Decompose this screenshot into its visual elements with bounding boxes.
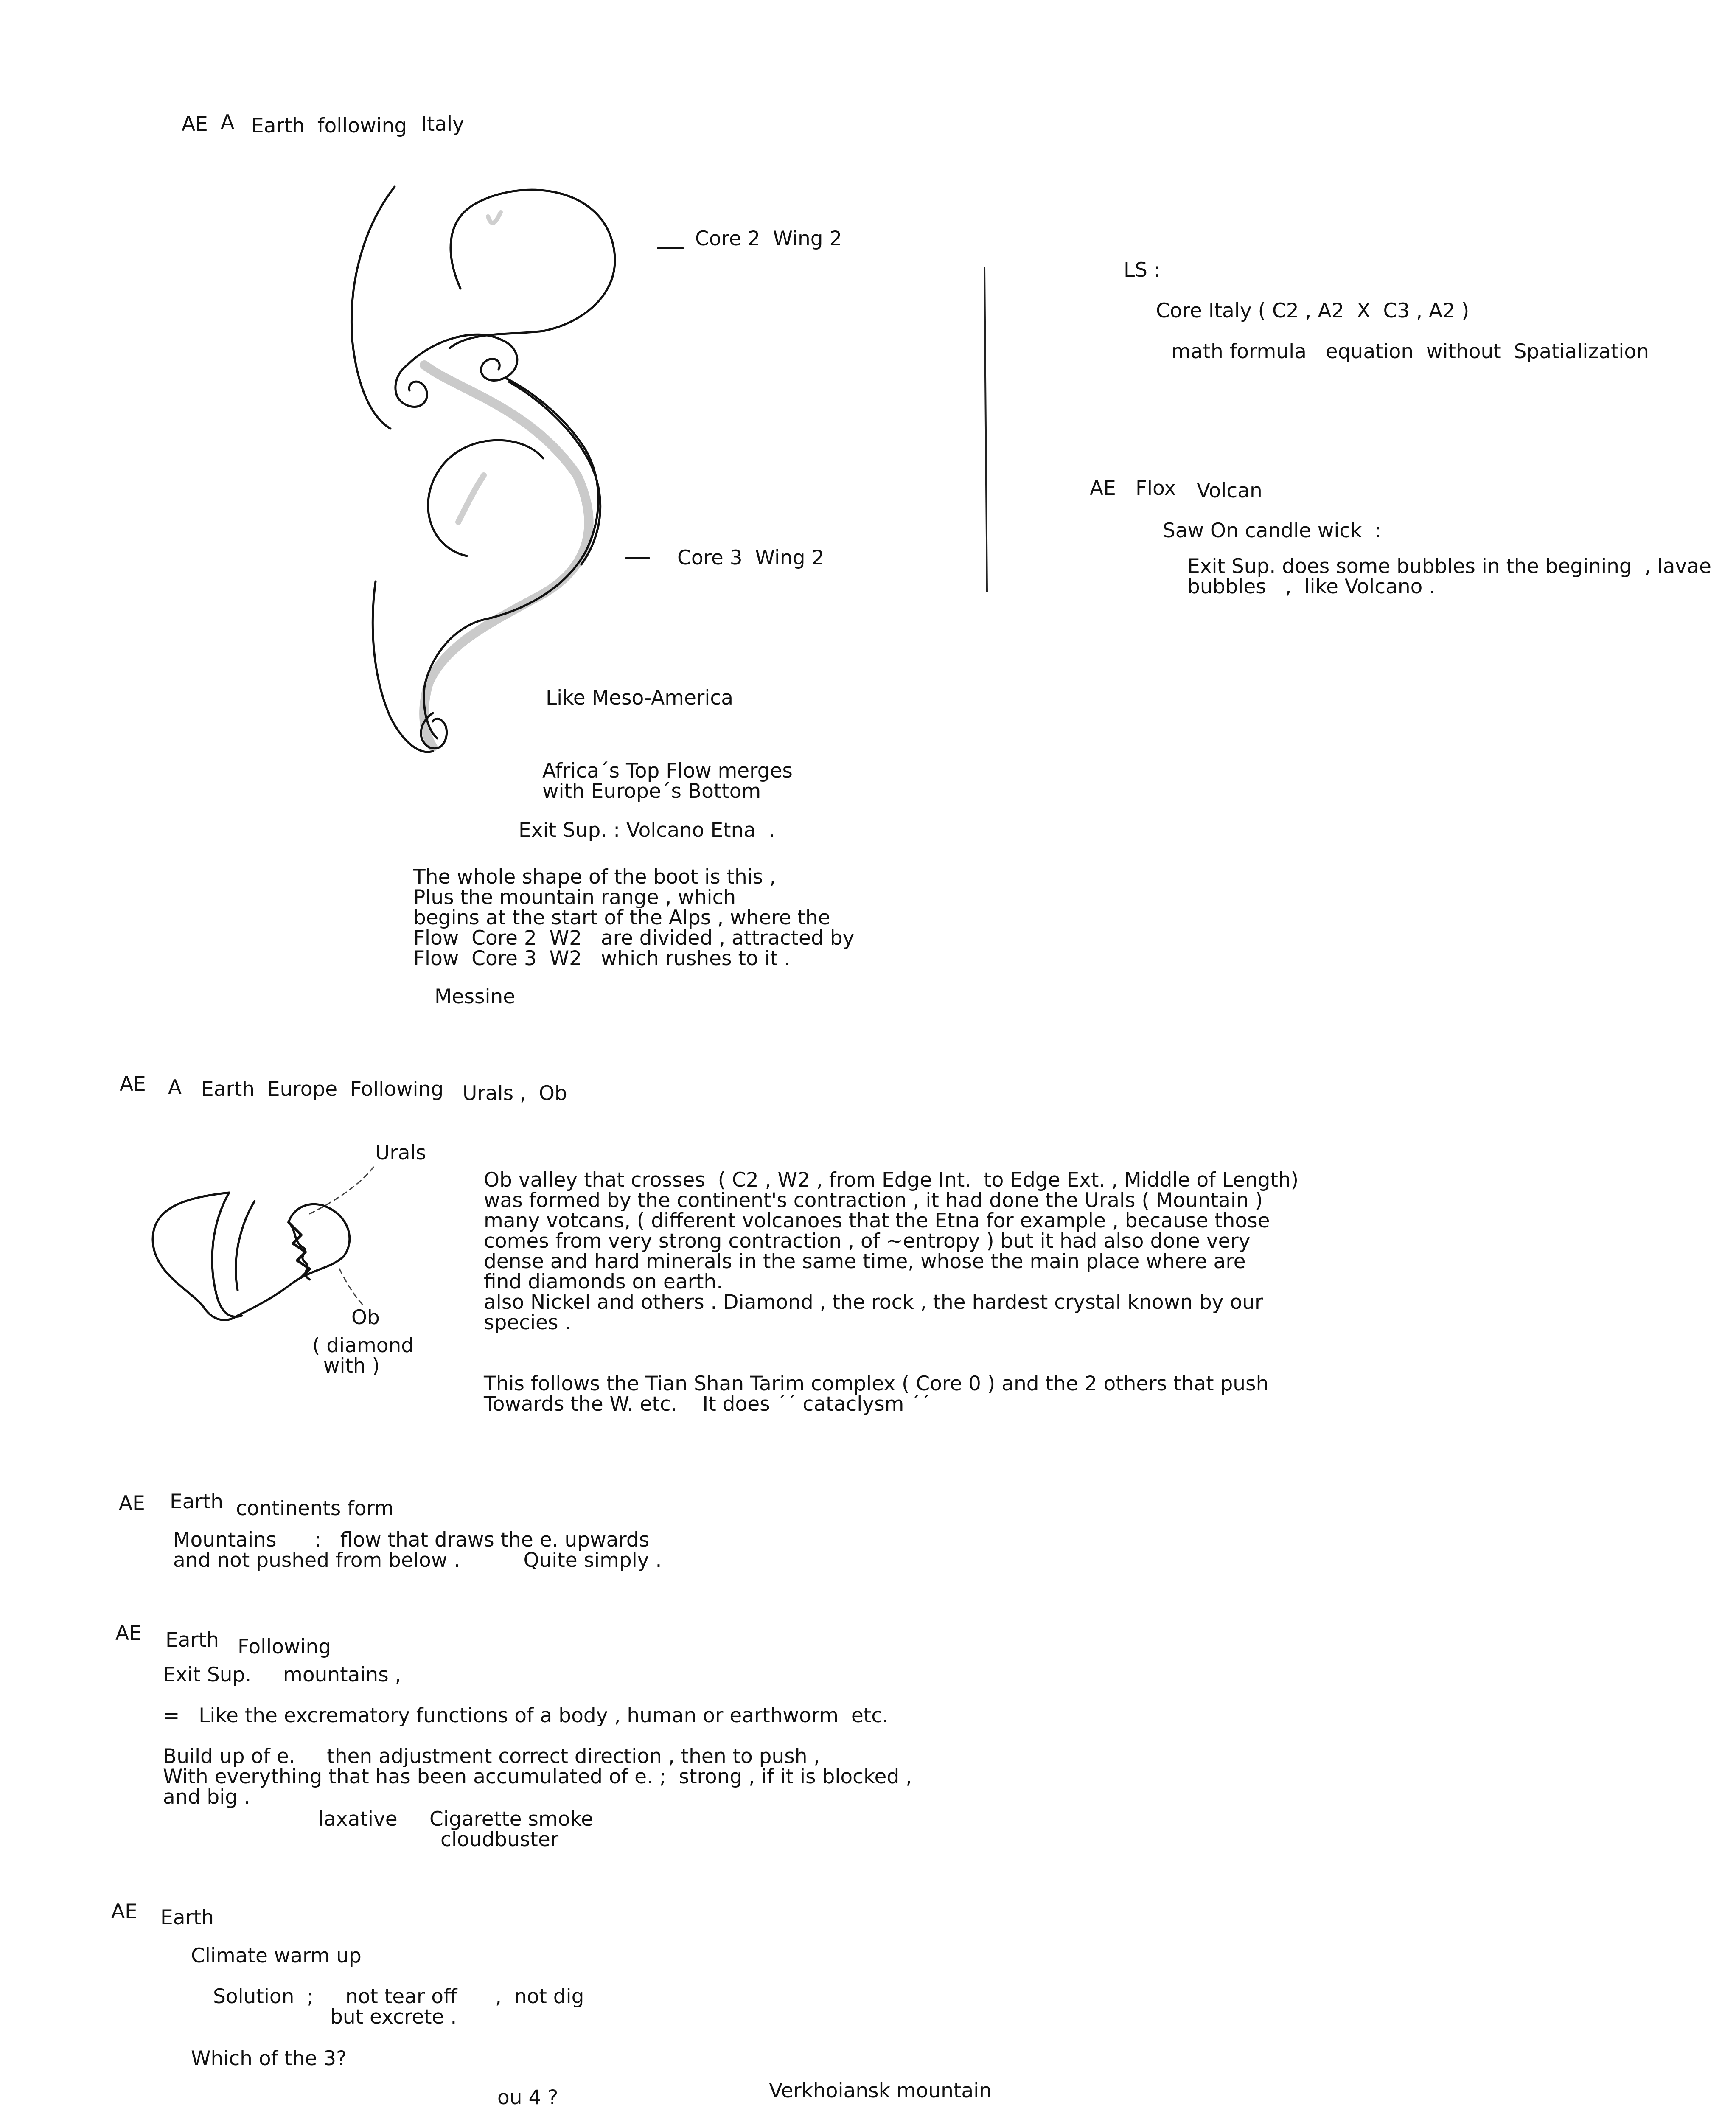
mountains-line-2: and not pushed from below . Quite simply .: [173, 1549, 662, 1572]
urals-sketch: [153, 1167, 373, 1320]
core3-label: Core 3 Wing 2: [677, 546, 825, 570]
ob-para-line-3: many votcans, ( different volcanoes that the Etna for example , because those: [484, 1209, 1270, 1232]
boot-shape-line-4: Flow Core 2 W2 are divided , attracted by: [413, 926, 855, 950]
laxative-note: laxative: [318, 1808, 398, 1831]
math-formula-note: math formula equation without Spatialization: [1171, 340, 1649, 363]
africa-flow-note-1: Africa´s Top Flow merges: [542, 759, 793, 783]
urals-label: Urals: [375, 1141, 426, 1165]
excrete-line: but excrete .: [330, 2005, 457, 2029]
bubbles-note-1: Exit Sup. does some bubbles in the begining , lavae: [1187, 555, 1711, 578]
exit-sup-mountains: Exit Sup. mountains ,: [163, 1663, 401, 1687]
sec2-title-urals-ob: Urals , Ob: [463, 1082, 567, 1105]
ob-label: Ob: [351, 1306, 380, 1329]
diamond-note-1: ( diamond: [312, 1334, 414, 1357]
boot-shape-line-1: The whole shape of the boot is this ,: [413, 865, 776, 889]
ls-label: LS :: [1124, 258, 1161, 282]
build-up-line-1: Build up of e. then adjustment correct direction , then to push ,: [163, 1745, 820, 1768]
excrematory-line: = Like the excrematory functions of a body , human or earthworm etc.: [163, 1704, 889, 1727]
sec3-ae-tag: AE: [119, 1492, 145, 1515]
core-italy-formula: Core Italy ( C2 , A2 X C3 , A2 ): [1156, 299, 1470, 323]
ob-para-line-8: species .: [484, 1311, 571, 1334]
sec2-a-tag: A: [168, 1076, 182, 1099]
meso-america-note: Like Meso-America: [546, 686, 734, 710]
sec5-ae-tag: AE: [111, 1900, 137, 1923]
sec3-title: continents form: [236, 1497, 394, 1520]
sec4-earth: Earth: [165, 1628, 219, 1652]
bubbles-note-2: bubbles , like Volcano .: [1187, 575, 1436, 598]
sec3-earth: Earth: [170, 1490, 224, 1513]
cigarette-note: Cigarette smoke: [429, 1808, 593, 1831]
solution-line: Solution ; not tear off , not dig: [213, 1985, 584, 2008]
sec2-ae-tag: AE: [120, 1072, 146, 1096]
ob-para-line-5: dense and hard minerals in the same time, whose the main place where are: [484, 1250, 1246, 1273]
diamond-note-2: with ): [323, 1354, 380, 1378]
tian-shan-line-1: This follows the Tian Shan Tarim complex ( Core 0 ) and the 2 others that push: [484, 1372, 1269, 1395]
sec1-title-italy: Italy: [421, 112, 464, 136]
flox-label: Flox: [1136, 477, 1176, 500]
ob-para-line-1: Ob valley that crosses ( C2 , W2 , from Edge Int. to Edge Ext. , Middle of Length): [484, 1168, 1299, 1192]
messine-note: Messine: [435, 985, 516, 1008]
sec4-title: Following: [238, 1635, 331, 1659]
cloudbuster-note: cloudbuster: [440, 1828, 559, 1851]
flox-ae-tag: AE: [1090, 477, 1116, 500]
build-up-line-2: With everything that has been accumulated of e. ; strong , if it is blocked ,: [163, 1765, 912, 1788]
boot-shape-line-2: Plus the mountain range , which: [413, 886, 736, 909]
mountains-line-1: Mountains : flow that draws the e. upwards: [173, 1528, 650, 1552]
which-of-3: Which of the 3?: [191, 2047, 347, 2070]
ou-4-note: ou 4 ?: [497, 2086, 558, 2109]
sec4-ae-tag: AE: [115, 1622, 142, 1645]
candle-wick-note: Saw On candle wick :: [1163, 519, 1382, 542]
sec1-title: Earth following: [251, 114, 407, 138]
ob-para-line-4: comes from very strong contraction , of ~entropy ) but it had also done very: [484, 1229, 1251, 1253]
volcan-label: Volcan: [1197, 479, 1262, 502]
tian-shan-line-2: Towards the W. etc. It does ´´ cataclysm ´´: [484, 1392, 931, 1416]
italy-sketch: [351, 187, 683, 752]
etna-exit-note: Exit Sup. : Volcano Etna .: [519, 819, 775, 842]
verkhoiansk-note: Verkhoiansk mountain: [769, 2079, 992, 2102]
sec1-ae-tag: AE: [182, 112, 208, 136]
climate-warm-up: Climate warm up: [191, 1944, 362, 1968]
boot-shape-line-3: begins at the start of the Alps , where the: [413, 906, 830, 929]
build-up-line-3: and big .: [163, 1785, 250, 1809]
vertical-divider: [984, 267, 987, 592]
sec5-earth: Earth: [160, 1906, 214, 1929]
sec2-title: Earth Europe Following: [201, 1078, 444, 1101]
sec1-a-tag: A: [221, 111, 235, 134]
ob-para-line-6: find diamonds on earth.: [484, 1270, 723, 1294]
africa-flow-note-2: with Europe´s Bottom: [542, 780, 761, 803]
ob-para-line-7: also Nickel and others . Diamond , the rock , the hardest crystal known by our: [484, 1291, 1263, 1314]
boot-shape-line-5: Flow Core 3 W2 which rushes to it .: [413, 947, 791, 970]
ob-para-line-2: was formed by the continent's contraction , it had done the Urals ( Mountain ): [484, 1189, 1263, 1212]
core2-label: Core 2 Wing 2: [695, 227, 842, 250]
